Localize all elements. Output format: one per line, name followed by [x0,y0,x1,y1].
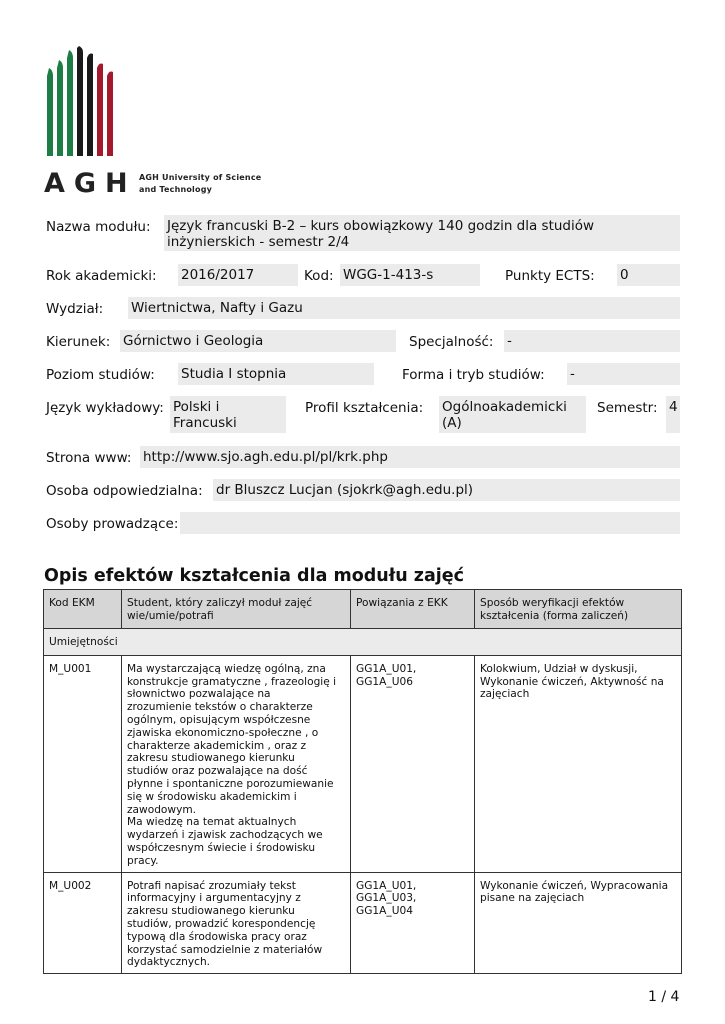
group-label: Umiejętności [44,629,682,656]
module-name-line2: inżynierskich - semestr 2/4 [167,234,350,250]
profile-label: Profil kształcenia: [305,400,424,416]
language-label: Język wykładowy: [46,400,164,416]
row-description-line: konstrukcje gramatyczne , frazeologię i [127,675,337,688]
profile-line2: (A) [442,415,462,431]
row-description-line: słownictwo pozwalające na [127,688,271,701]
semester-label: Semestr: [597,400,658,416]
row-description-line: pracy. [127,854,159,867]
row-description-line: dydaktycznych. [127,956,211,969]
row-ekk-line: GG1A_U01, [356,662,417,675]
faculty-label: Wydział: [46,301,104,317]
row-description-line: Potrafi napisać zrozumiały tekst [127,879,296,892]
row-code: M_U001 [44,655,122,872]
language-value [170,396,286,433]
row-verification-line: pisane na zajęciach [480,892,585,905]
row-description-line: Ma wiedzę na temat aktualnych [127,816,297,829]
row-ekk-line: GG1A_U06 [356,675,413,688]
header-student-line2: wie/umie/potrafi [127,609,214,622]
field-of-study-value: Górnictwo i Geologia [120,330,396,352]
header-student-line1: Student, który zaliczył moduł zajęć [127,597,313,609]
study-form-value: - [567,363,680,385]
row-description-line: charakterze akademickim , oraz z [127,739,307,752]
profile-value [439,396,586,433]
table-header-row [44,590,682,629]
row-ekk [351,872,475,974]
row-description-line: typową dla środowiska pracy oraz [127,930,307,943]
row-description-line: współczesnym świecie i środowisku [127,841,316,854]
header-ekk: Powiązania z EKK [351,590,475,629]
row-description [122,655,351,872]
header-verification-line1: Sposób weryfikacji efektów [480,597,625,609]
row-description-line: zakresu studiowanego kierunku [127,752,295,765]
ects-value: 0 [617,264,680,286]
row-description-line: studiów, prowadzić korespondencję [127,917,316,930]
teachers-label: Osoby prowadzące: [46,516,179,532]
module-name-value [164,215,680,251]
row-description-line: zjawiska ekonomiczno-społeczne , o [127,726,319,739]
table-group-row [44,629,682,656]
section-title: Opis efektów kształcenia dla modułu zajęć [44,566,465,586]
header-verification-line2: kształcenia (forma zaliczeń) [480,609,629,622]
row-description [122,872,351,974]
module-name-label: Nazwa modułu: [46,219,151,235]
row-description-line: wydarzeń i zjawisk zachodzących we [127,829,323,842]
header-code: Kod EKM [44,590,122,629]
agh-logo-bars-icon [44,46,120,158]
row-description-line: informacyjny i argumentacyjny z [127,892,301,905]
specialty-value: - [504,330,680,352]
logo-wordmark: AGH [44,168,137,199]
responsible-value: dr Bluszcz Lucjan (sjokrk@agh.edu.pl) [213,479,680,501]
module-name-line1: Język francuski B-2 – kurs obowiązkowy 140 godzin dla studiów [167,218,595,234]
code-value: WGG-1-413-s [340,264,480,286]
field-of-study-label: Kierunek: [46,334,111,350]
row-ekk-line: GG1A_U03, [356,892,417,905]
row-description-line: Ma wystarczającą wiedzę ogólną, zna [127,662,326,675]
agh-logo [44,46,272,199]
row-description-line: zakresu studiowanego kierunku [127,905,295,918]
row-ekk [351,655,475,872]
table-row [44,655,682,872]
level-value: Studia I stopnia [178,363,374,385]
teachers-value [180,512,680,534]
row-verification-line: Wykonanie ćwiczeń, Aktywność na [480,675,664,688]
row-verification-line: Kolokwium, Udział w dyskusji, [480,662,638,675]
row-verification-line: Wykonanie ćwiczeń, Wypracowania [480,879,669,892]
row-description-line: studiów oraz pozwalające na dość [127,765,308,778]
row-description-line: zrozumienie tekstów o charakterze [127,701,313,714]
header-verification [475,590,682,629]
row-description-line: płynne i spontaniczne porozumiewanie [127,777,334,790]
row-verification [475,872,682,974]
row-code: M_U002 [44,872,122,974]
table-body [44,655,682,973]
row-ekk-line: GG1A_U04 [356,905,413,918]
website-label: Strona www: [46,450,132,466]
profile-line1: Ogólnoakademicki [442,399,567,415]
study-form-label: Forma i tryb studiów: [402,367,545,383]
header-student [122,590,351,629]
logo-subtitle-line1: AGH University of Science [139,173,262,182]
row-description-line: się w środowisku akademickim i [127,790,297,803]
responsible-label: Osoba odpowiedzialna: [46,483,203,499]
academic-year-label: Rok akademicki: [46,268,157,284]
specialty-label: Specjalność: [409,334,494,350]
logo-subtitle [139,172,261,196]
website-value[interactable]: http://www.sjo.agh.edu.pl/pl/krk.php [140,446,680,468]
language-line2: Francuski [173,415,237,431]
code-label: Kod: [304,268,334,284]
level-label: Poziom studiów: [46,367,155,383]
row-verification [475,655,682,872]
logo-subtitle-line2: and Technology [139,185,213,194]
semester-value: 4 [666,396,680,433]
row-description-line: korzystać samodzielnie z materiałów [127,943,323,956]
row-description-line: ogólnym, opisującym współczesne [127,713,311,726]
ects-label: Punkty ECTS: [505,268,595,284]
ekm-table [43,589,682,974]
table-row [44,872,682,974]
faculty-value: Wiertnictwa, Nafty i Gazu [128,297,680,319]
language-line1: Polski i [173,399,220,415]
row-verification-line: zajęciach [480,688,530,701]
academic-year-value: 2016/2017 [178,264,298,286]
page-number: 1 / 4 [648,989,680,1005]
row-description-line: zawodowym. [127,803,197,816]
row-ekk-line: GG1A_U01, [356,879,417,892]
